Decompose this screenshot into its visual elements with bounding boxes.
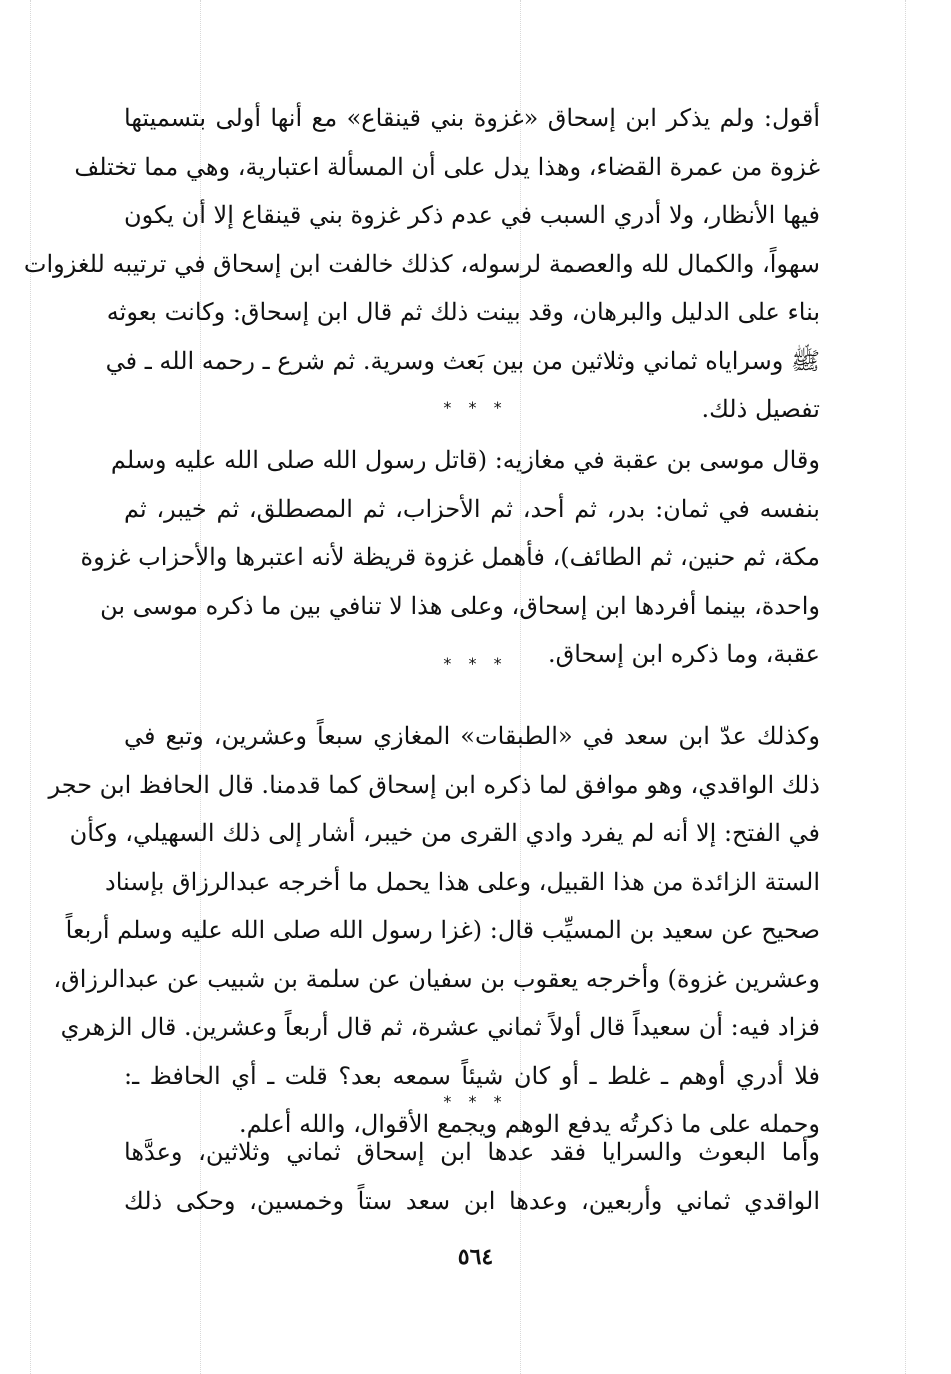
text-line: مكة، ثم حنين، ثم الطائف)، فأهمل غزوة قريظة لأنه اعتبرها والأحزاب غزوة xyxy=(80,543,820,571)
text-line: ﷺ وسراياه ثماني وثلاثين من بين بَعث وسرية. ثم شرع ـ رحمه الله ـ في xyxy=(105,346,820,375)
text-line: فلا أدري أوهم ـ غلط ـ أو كان شيئاً سمعه بعد؟ قلت ـ أي الحافظ ـ: xyxy=(124,1061,820,1090)
text-line: ذلك الواقدي، وهو موافق لما ذكره ابن إسحاق كما قدمنا. قال الحافظ ابن حجر xyxy=(48,770,820,799)
text-line: الواقدي ثماني وأربعين، وعدها ابن سعد ستاً وخمسين، وحكى ذلك xyxy=(124,1186,820,1215)
paragraph-2 xyxy=(80,436,820,679)
text-line: وحمله على ما ذكرتُه يدفع الوهم ويجمع الأقوال، والله أعلم. xyxy=(238,1110,820,1138)
text-line: أقول: ولم يذكر ابن إسحاق «غزوة بني قينقاع» مع أنها أولى بتسميتها xyxy=(124,104,820,132)
section-separator: * * * xyxy=(443,398,508,417)
text-line: بناء على الدليل والبرهان، وقد بينت ذلك ثم قال ابن إسحاق: وكانت بعوثه xyxy=(106,298,820,326)
text-line: بنفسه في ثمان: بدر، ثم أحد، ثم الأحزاب، ثم المصطلق، ثم خيبر، ثم xyxy=(124,494,820,523)
text-line: الستة الزائدة من هذا القبيل، وعلى هذا يحمل ما أخرجه عبدالرزاق بإسناد xyxy=(105,867,820,896)
scan-artifact-line xyxy=(30,0,31,1374)
text-line: واحدة، بينما أفردها ابن إسحاق، وعلى هذا لا تنافي بين ما ذكره موسى بن xyxy=(100,591,820,620)
text-line: في الفتح: إلا أنه لم يفرد وادي القرى من خيبر، أشار إلى ذلك السهيلي، وكأن xyxy=(69,819,820,847)
section-separator: * * * xyxy=(443,1092,508,1111)
page-number: ٥٦٤ xyxy=(457,1244,494,1270)
text-line: فيها الأنظار، ولا أدري السبب في عدم ذكر غزوة بني قينقاع إلا أن يكون xyxy=(124,201,820,229)
section-separator: * * * xyxy=(443,654,508,673)
text-line: تفصيل ذلك. xyxy=(701,395,820,423)
paragraph-4 xyxy=(124,1128,820,1225)
text-line: سهواً، والكمال لله والعصمة لرسوله، كذلك خالفت ابن إسحاق في ترتيبه للغزوات xyxy=(23,249,820,278)
text-line: وأما البعوث والسرايا فقد عدها ابن إسحاق ثماني وثلاثين، وعدَّها xyxy=(124,1138,820,1166)
text-line: وقال موسى بن عقبة في مغازيه: (قاتل رسول الله صلى الله عليه وسلم xyxy=(110,446,820,474)
paragraph-3 xyxy=(48,712,820,1149)
text-line: فزاد فيه: أن سعيداً قال أولاً ثماني عشرة، ثم قال أربعاً وعشرين. قال الزهري xyxy=(60,1013,820,1041)
paragraph-1 xyxy=(23,94,820,434)
text-line: عقبة، وما ذكره ابن إسحاق. xyxy=(548,640,820,668)
scan-artifact-line xyxy=(905,0,906,1374)
text-line: غزوة من عمرة القضاء، وهذا يدل على أن المسألة اعتبارية، وهي مما تختلف xyxy=(74,152,820,181)
text-line: وعشرين غزوة) وأخرجه يعقوب بن سفيان عن سلمة بن شبيب عن عبدالرزاق، xyxy=(53,964,820,993)
text-line: صحيح عن سعيد بن المسيِّب قال: (غزا رسول الله صلى الله عليه وسلم أربعاً xyxy=(65,916,820,944)
text-line: وكذلك عدّ ابن سعد في «الطبقات» المغازي سبعاً وعشرين، وتبع في xyxy=(124,722,820,750)
